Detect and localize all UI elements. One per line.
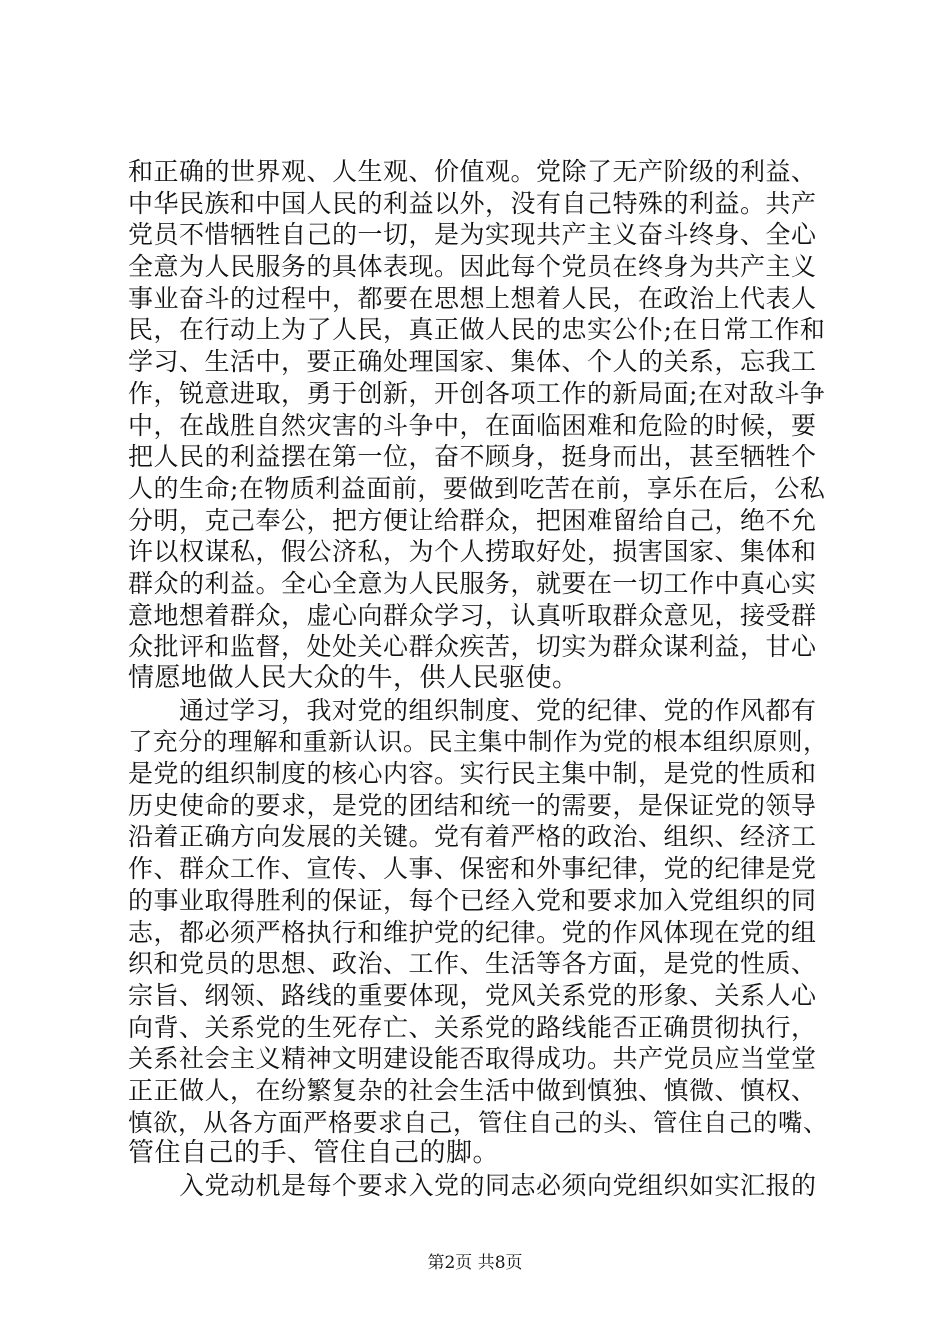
text-line: 的事业取得胜利的保证，每个已经入党和要求加入党组织的同 (128, 885, 817, 915)
text-line: 许以权谋私，假公济私，为个人捞取好处，损害国家、集体和 (128, 537, 817, 567)
text-line: 作、群众工作、宣传、人事、保密和外事纪律，党的纪律是党 (128, 854, 817, 884)
text-line: 中华民族和中国人民的利益以外，没有自己特殊的利益。共产 (128, 188, 817, 218)
text-line: 把人民的利益摆在第一位，奋不顾身，挺身而出，甚至牺牲个 (128, 442, 817, 472)
text-line: 入党动机是每个要求入党的同志必须向党组织如实汇报的 (128, 1171, 817, 1200)
text-line: 事业奋斗的过程中，都要在思想上想着人民，在政治上代表人 (128, 283, 817, 313)
text-line: 民，在行动上为了人民，真正做人民的忠实公仆;在日常工作和 (128, 315, 826, 345)
text-line: 党员不惜牺牲自己的一切，是为实现共产主义奋斗终身、全心 (128, 220, 817, 250)
text-line: 管住自己的手、管住自己的脚。 (128, 1138, 500, 1169)
text-line: 是党的组织制度的核心内容。实行民主集中制，是党的性质和 (128, 759, 817, 789)
text-line: 向背、关系党的生死存亡、关系党的路线能否正确贯彻执行， (128, 1012, 817, 1042)
text-line: 正正做人，在纷繁复杂的社会生活中做到慎独、慎微、慎权、 (128, 1075, 817, 1105)
text-line: 中，在战胜自然灾害的斗争中，在面临困难和危险的时候，要 (128, 410, 817, 440)
text-line: 分明，克己奉公，把方便让给群众，把困难留给自己，绝不允 (128, 505, 817, 535)
text-line: 作，锐意进取，勇于创新，开创各项工作的新局面;在对敌斗争 (128, 378, 826, 408)
text-line: 了充分的理解和重新认识。民主集中制作为党的根本组织原则， (128, 727, 828, 757)
text-line: 众批评和监督，处处关心群众疾苦，切实为群众谋利益，甘心 (128, 632, 817, 662)
page-number-footer: 第2页 共8页 (427, 1253, 523, 1273)
document-body (128, 156, 828, 1202)
text-line: 慎欲，从各方面严格要求自己，管住自己的头、管住自己的嘴、 (128, 1107, 828, 1137)
text-line: 学习、生活中，要正确处理国家、集体、个人的关系，忘我工 (128, 347, 817, 377)
text-line: 志，都必须严格执行和维护党的纪律。党的作风体现在党的组 (128, 917, 817, 947)
text-line: 和正确的世界观、人生观、价值观。党除了无产阶级的利益、 (128, 157, 817, 186)
text-line: 全意为人民服务的具体表现。因此每个党员在终身为共产主义 (128, 252, 817, 282)
text-line: 历史使命的要求，是党的团结和统一的需要，是保证党的领导 (128, 790, 817, 820)
text-line: 群众的利益。全心全意为人民服务，就要在一切工作中真心实 (128, 568, 817, 598)
text-line: 沿着正确方向发展的关键。党有着严格的政治、组织、经济工 (128, 822, 817, 852)
text-line: 通过学习，我对党的组织制度、党的纪律、党的作风都有 (128, 695, 817, 725)
text-line: 情愿地做人民大众的牛，供人民驱使。 (128, 663, 579, 693)
text-line: 织和党员的思想、政治、工作、生活等各方面，是党的性质、 (128, 949, 817, 979)
text-line: 宗旨、纲领、路线的重要体现，党风关系党的形象、关系人心 (128, 980, 817, 1010)
text-line: 意地想着群众，虚心向群众学习，认真听取群众意见，接受群 (128, 600, 817, 630)
text-line: 关系社会主义精神文明建设能否取得成功。共产党员应当堂堂 (128, 1044, 817, 1074)
text-line: 人的生命;在物质利益面前，要做到吃苦在前，享乐在后，公私 (128, 473, 826, 503)
